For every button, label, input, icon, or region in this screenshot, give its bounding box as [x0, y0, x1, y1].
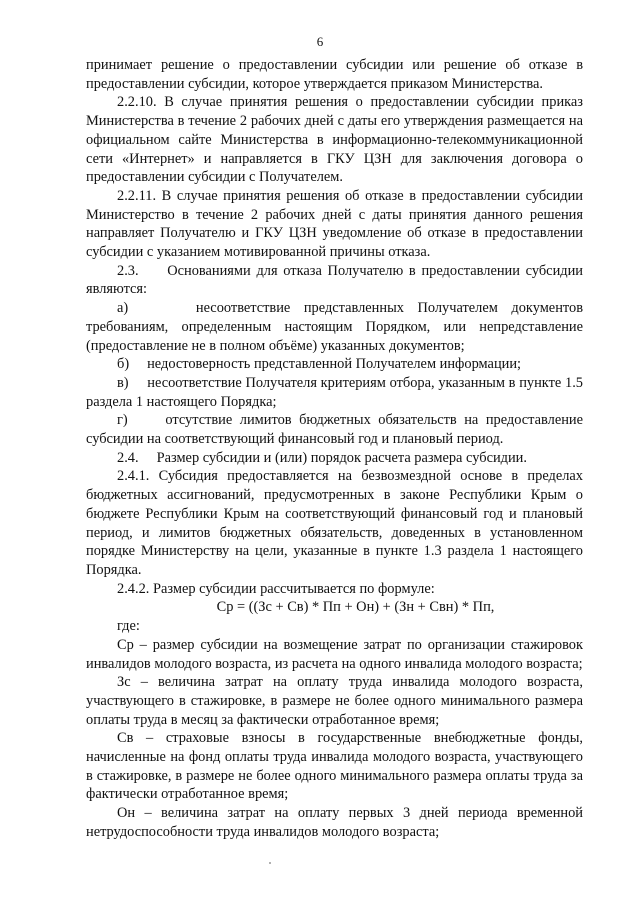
paragraph: 2.4. Размер субсидии и (или) порядок расчета размера субсидии.: [117, 449, 527, 466]
list-item: б) недостоверность представленной Получателем информации;: [117, 356, 522, 373]
paragraph: 2.2.11. В случае принятия решения об отказе в предоставлении субсидии Министерство в течение 2 рабочих дней с даты принятия данного решения направляет Получателю и ГКУ ЦЗН уведомление об отказе в предоставлении субсидии с указанием мотивированной причины отказа.: [86, 187, 583, 261]
page-number: 6: [316, 34, 324, 49]
paragraph: 2.4.2. Размер субсидии рассчитывается по формуле:: [117, 580, 435, 597]
document-body: [86, 56, 583, 842]
list-item: а) несоответствие представленных Получателем документов требованиям, определенным настоящим Порядком, или непредставление (предоставление не в полном объёме) указанных документов;: [86, 300, 583, 354]
list-item: г) отсутствие лимитов бюджетных обязательств на предоставление субсидии на соответствующий финансовый год и плановый период.: [86, 412, 583, 448]
formula: Ср = ((Зс + Св) * Пп + Он) + (Зн + Свн) * Пп,: [216, 599, 495, 616]
paragraph: 2.2.10. В случае принятия решения о предоставлении субсидии приказ Министерства в течение 2 рабочих дней с даты его утверждения размещается на официальном сайте Министерства в информационно-телекоммуникационной сети «Интернет» и направляется в ГКУ ЦЗН для заключения договора о предоставлении субсидии с Получателем.: [86, 94, 583, 186]
paragraph: 2.4.1. Субсидия предоставляется на безвозмездной основе в пределах бюджетных ассигнований, предусмотренных в законе Республики Крым о бюджете Республики Крым на соответствующий финансовый год и плановый период, и лимитов бюджетных обязательств, доведенных в установленном порядке Министерству на цели, указанные в пункте 1.3 раздела 1 настоящего Порядка.: [86, 468, 583, 578]
scan-speck: [269, 862, 271, 864]
list-item: в) несоответствие Получателя критериям отбора, указанным в пункте 1.5 раздела 1 настоящего Порядка;: [86, 374, 583, 410]
definition-item: Ср – размер субсидии на возмещение затрат по организации стажировок инвалидов молодого возраста, из расчета на одного инвалида молодого возраста;: [86, 636, 583, 672]
definition-item: Св – страховые взносы в государственные внебюджетные фонды, начисленные на фонд оплаты труда инвалида молодого возраста, участвующего в стажировке, в размере не более одного минимального размера оплаты труда за фактически отработанное время;: [86, 730, 583, 803]
definition-item: Он – величина затрат на оплату первых 3 дней периода временной нетрудоспособности труда инвалидов молодого возраста;: [86, 805, 583, 840]
paragraph: принимает решение о предоставлении субсидии или решение об отказе в предоставлении субсидии, которое утверждается приказом Министерства.: [86, 57, 583, 92]
paragraph: 2.3. Основаниями для отказа Получателю в предоставлении субсидии являются:: [86, 262, 583, 298]
definition-item: Зс – величина затрат на оплату труда инвалида молодого возраста, участвующего в стажировке, в размере не более одного минимального размера оплаты труда в месяц за фактически отработанное время;: [86, 674, 583, 728]
where-label: где:: [117, 618, 140, 635]
